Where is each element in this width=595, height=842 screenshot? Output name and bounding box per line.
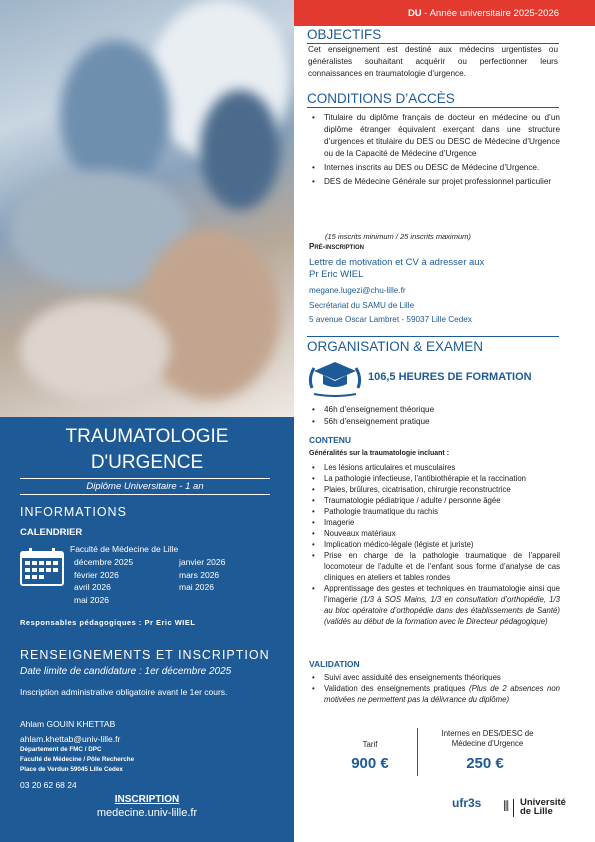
price-internes: 250 €: [466, 755, 504, 772]
date-item: mars 2026: [179, 569, 220, 580]
inscription-text: Inscription administrative obligatoire avant le 1er cours.: [20, 687, 228, 697]
pre-inscription-email[interactable]: megane.lugezi@chu-lille.fr: [309, 286, 406, 295]
responsables: Responsables pédagogiques : Pr Eric WIEL: [20, 618, 196, 627]
pre-inscription-heading: Pré-inscription: [309, 242, 365, 251]
secretariat-address: 5 avenue Oscar Lambret - 59037 Lille Cedex: [309, 315, 472, 324]
academic-year: - Année universitaire 2025-2026: [421, 8, 559, 19]
organisation-heading: ORGANISATION & EXAMEN: [307, 336, 559, 355]
lettre-line: Lettre de motivation et CV à adresser aux: [309, 257, 485, 268]
contact-address: [20, 745, 134, 775]
contenu-heading: CONTENU: [309, 435, 352, 445]
date-item: février 2026: [74, 569, 119, 580]
logo-line: de Lille: [520, 806, 553, 817]
logo-line: Université: [520, 797, 566, 808]
program-title-line1: TRAUMATOLOGIE: [65, 426, 229, 447]
date-item: janvier 2026: [179, 557, 226, 567]
objectifs-text: Cet enseignement est destiné aux médecins urgentistes ou généralistes souhaitant acquérir ou perfectionner leurs connaissances en traumatologie d’urgence.: [308, 45, 558, 78]
list-item: • Prise en charge de la pathologie traumatique de l’appareil locomoteur de l’adulte et de l’enfant sous forme d’analyse de cas cliniques en ateliers et tables rondes: [310, 550, 560, 583]
lettre-line: Pr Eric WIEL: [309, 269, 364, 280]
logo-divider: [513, 799, 514, 817]
date-item: mai 2026: [179, 582, 214, 592]
website-link[interactable]: medecine.univ-lille.fr: [96, 807, 198, 819]
contact-phone: 03 20 62 68 24: [20, 780, 77, 790]
left-panel: [0, 0, 294, 842]
secretariat: Secrétariat du SAMU de Lille: [309, 301, 415, 310]
lettre-motivation: [309, 257, 484, 281]
validation-text: Validation des enseignements pratiques: [324, 684, 470, 693]
total-hours: 106,5 HEURES DE FORMATION: [368, 371, 532, 383]
universite-lille-logo: [520, 798, 566, 816]
contact-email[interactable]: ahlam.khettab@univ-lille.fr: [20, 734, 121, 744]
conditions-list: [310, 112, 560, 188]
list-item: • La pathologie infectieuse, l’antibiothérapie et la raccination: [310, 473, 560, 484]
address-line: Faculté de Médecine / Pôle Recherche: [20, 756, 135, 763]
list-item: • Traumatologie pédiatrique / adulte / personne âgée: [310, 495, 560, 506]
tarif-internes-label: [420, 729, 555, 749]
capacity-note: (15 inscrits minimum / 25 inscrits maximum): [325, 232, 471, 241]
renseignements-heading: RENSEIGNEMENTS ET INSCRIPTION: [20, 648, 270, 662]
validation-list: [310, 672, 560, 705]
tarif-internes-line: Internes en DES/DESC de: [441, 729, 534, 738]
program-subtitle: Diplôme Universitaire - 1 an: [20, 478, 270, 495]
tarif-divider: [417, 728, 418, 776]
apprentissage-note: (1/3 à SOS Mains, 1/3 en consultation d’orthopédie, 1/3 au bloc opératoire d’orthopédie dans des établissements de Santé) (validés au début de la formation avec le Directeur pédagogique): [324, 595, 560, 626]
list-item: • Imagerie: [310, 517, 560, 528]
address-line: Place de Verdun 59045 Lille Cedex: [20, 766, 123, 773]
validation-note: (Plus de 2 absences non motivées ne permettent pas la délivrance du diplôme): [324, 684, 560, 704]
program-title-line2: D'URGENCE: [90, 452, 204, 473]
inscription-heading: INSCRIPTION: [114, 794, 180, 805]
list-item: • DES de Médecine Générale sur projet professionnel particulier: [310, 176, 560, 188]
list-item: • Plaies, brûlures, cicatrisation, chirurgie reconstructrice: [310, 484, 560, 495]
program-type: DU: [407, 8, 422, 19]
list-item: • Suivi avec assiduité des enseignements théoriques: [310, 672, 560, 683]
list-item: • Titulaire du diplôme français de docteur en médecine ou d’un diplôme étranger équivalent exerçant dans une structure d’urgences et titulaire du DES ou DESC de Médecine d’Urgence ou de la Capacité de Médecine d’Urgence: [310, 112, 560, 160]
address-line: Département de FMC / DPC: [20, 746, 102, 753]
list-item: • Pathologie traumatique du rachis: [310, 506, 560, 517]
objectifs-heading: OBJECTIFS: [307, 27, 559, 44]
deadline: Date limite de candidature : 1er décembre 2025: [20, 666, 232, 677]
graduation-cap-icon: [306, 358, 364, 398]
date-item: mai 2026: [74, 594, 109, 605]
tarif-internes-line: Médecine d’Urgence: [451, 739, 524, 748]
conditions-heading: CONDITIONS D’ACCÈS: [307, 91, 559, 108]
calendar-icon: [20, 548, 64, 586]
contact-name: Ahlam GOUIN KHETTAB: [20, 719, 116, 729]
validation-heading: VALIDATION: [309, 659, 360, 669]
generalites-text: Généralités sur la traumatologie incluant :: [309, 450, 450, 457]
list-item: [310, 683, 560, 705]
tarif-label: Tarif: [362, 740, 378, 749]
contenu-list: [310, 462, 560, 627]
list-item: • Implication médico-légale (légiste et juriste): [310, 539, 560, 550]
calendar-dates: [74, 556, 254, 606]
date-item: avril 2026: [74, 582, 111, 592]
ufr3s-logo: ufr3s: [452, 796, 482, 810]
list-item: • Internes inscrits au DES ou DESC de Médecine d’Urgence.: [310, 162, 560, 174]
hours-list: [310, 404, 560, 428]
informations-heading: INFORMATIONS: [20, 505, 127, 519]
list-item: • Nouveaux matériaux: [310, 528, 560, 539]
program-title: [0, 424, 294, 476]
list-item: [310, 583, 560, 627]
top-banner: [294, 0, 595, 26]
apprentissage-text: Apprentissage des gestes et techniques en traumatologie ainsi que l’imagerie: [324, 584, 560, 604]
universite-lille-icon: ⦀: [503, 798, 510, 814]
date-item: décembre 2025: [74, 557, 134, 567]
calendar-location: Faculté de Médecine de Lille: [70, 544, 179, 554]
calendrier-heading: CALENDRIER: [20, 527, 83, 538]
list-item: • 46h d’enseignement théorique: [310, 404, 560, 416]
price-standard: 900 €: [351, 755, 389, 772]
list-item: • Les lésions articulaires et musculaires: [310, 462, 560, 473]
list-item: • 56h d’enseignement pratique: [310, 416, 560, 428]
hero-photo: [0, 0, 294, 417]
